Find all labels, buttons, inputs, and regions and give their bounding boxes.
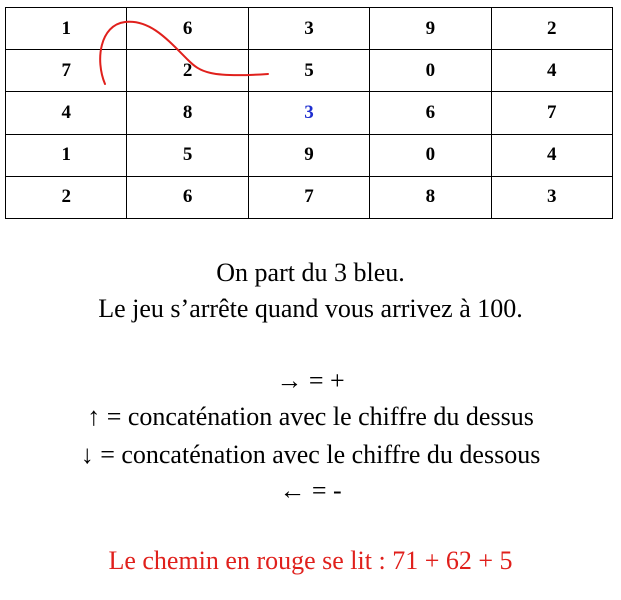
grid-cell[interactable]: 9: [370, 8, 491, 50]
grid-row: [6, 50, 613, 92]
grid-cell[interactable]: 5: [248, 50, 369, 92]
rule-down: ↓ = concaténation avec le chiffre du dessous: [80, 440, 541, 469]
grid-row: [6, 134, 613, 176]
grid-cell[interactable]: 6: [127, 176, 248, 218]
example-path-text: Le chemin en rouge se lit : 71 + 62 + 5: [108, 546, 513, 575]
grid-cell[interactable]: 9: [248, 134, 369, 176]
grid-cell[interactable]: 0: [370, 134, 491, 176]
grid-cell[interactable]: 1: [6, 8, 127, 50]
grid-row: [6, 176, 613, 218]
grid-row: [6, 8, 613, 50]
grid-cell[interactable]: 7: [248, 176, 369, 218]
grid-cell[interactable]: 2: [491, 8, 612, 50]
grid-cell[interactable]: 5: [127, 134, 248, 176]
grid-cell[interactable]: 2: [127, 50, 248, 92]
rule-left: ← = -: [279, 476, 342, 505]
grid-cell[interactable]: 4: [6, 92, 127, 134]
grid-cell[interactable]: 4: [491, 50, 612, 92]
grid-cell[interactable]: 4: [491, 134, 612, 176]
grid-cell[interactable]: 3: [491, 176, 612, 218]
grid-cell[interactable]: 8: [127, 92, 248, 134]
grid-cell[interactable]: 7: [491, 92, 612, 134]
grid-cell[interactable]: 0: [370, 50, 491, 92]
rule-right: → = +: [276, 366, 345, 395]
number-grid: [5, 7, 613, 219]
grid-cell[interactable]: 2: [6, 176, 127, 218]
grid-cell[interactable]: 1: [6, 134, 127, 176]
grid-cell[interactable]: 6: [127, 8, 248, 50]
rule-up: ↑ = concaténation avec le chiffre du dessus: [87, 402, 534, 431]
instruction-start: On part du 3 bleu.: [216, 258, 405, 287]
grid-cell[interactable]: 8: [370, 176, 491, 218]
instruction-end: Le jeu s’arrête quand vous arrivez à 100.: [98, 294, 523, 323]
grid-cell[interactable]: 6: [370, 92, 491, 134]
grid-cell[interactable]: 7: [6, 50, 127, 92]
grid-row: [6, 92, 613, 134]
start-cell[interactable]: 3: [248, 92, 369, 134]
grid-cell[interactable]: 3: [248, 8, 369, 50]
